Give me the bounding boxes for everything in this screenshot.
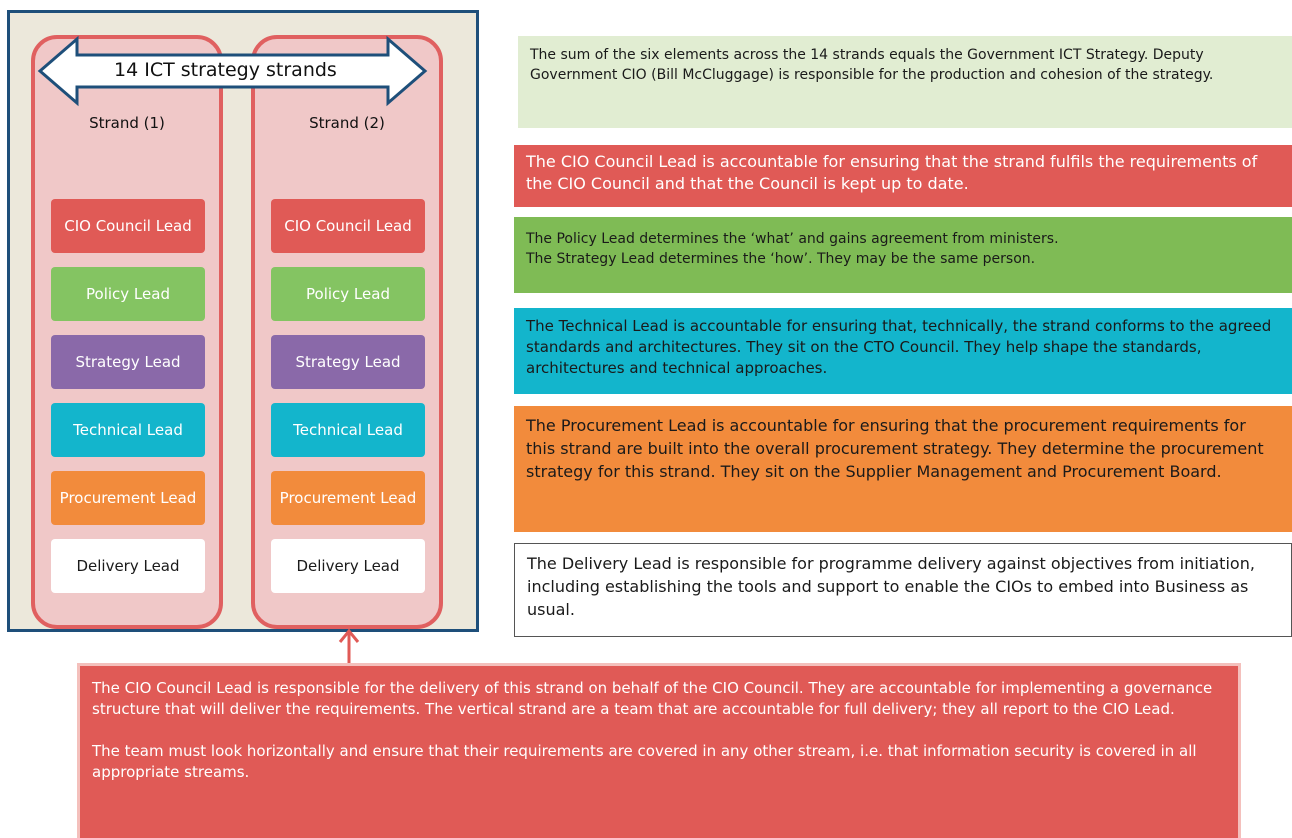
policy-strategy-description: [514, 217, 1292, 293]
strand-2-delivery-lead: Delivery Lead: [271, 539, 425, 593]
strand-2-technical-lead: Technical Lead: [271, 403, 425, 457]
strand-1-technical-lead: Technical Lead: [51, 403, 205, 457]
up-arrow-icon: [336, 628, 362, 668]
cio-council-lead-note: [77, 663, 1241, 838]
note-paragraph-2: The team must look horizontally and ensure that their requirements are covered in any other stream, i.e. that information security is covered in all appropriate streams.: [92, 742, 1197, 781]
procurement-lead-description: The Procurement Lead is accountable for ensuring that the procurement requirements for this strand are built into the overall procurement strategy. They determine the procurement strategy for this strand. They sit on the Supplier Management and Procurement Board.: [514, 406, 1292, 532]
strand-2-strategy-lead: Strategy Lead: [271, 335, 425, 389]
strand-1-title: Strand (1): [89, 114, 165, 132]
strand-2-title: Strand (2): [309, 114, 385, 132]
arrow-label: 14 ICT strategy strands: [114, 59, 337, 81]
policy-line-2: The Strategy Lead determines the ‘how’. They may be the same person.: [526, 251, 1036, 267]
strand-2-policy-lead: Policy Lead: [271, 267, 425, 321]
intro-description: The sum of the six elements across the 14 strands equals the Government ICT Strategy. Deputy Government CIO (Bill McCluggage) is responsible for the production and cohesion of the strategy.: [518, 36, 1292, 128]
strand-1-strategy-lead: Strategy Lead: [51, 335, 205, 389]
strand-1-delivery-lead: Delivery Lead: [51, 539, 205, 593]
strand-1-policy-lead: Policy Lead: [51, 267, 205, 321]
note-paragraph-1: The CIO Council Lead is responsible for the delivery of this strand on behalf of the CIO Council. They are accountable for implementing a governance structure that will deliver the requirements. The vertical strand are a team that are accountable for full delivery; they all report to the CIO Lead.: [92, 679, 1213, 718]
delivery-lead-description: The Delivery Lead is responsible for programme delivery against objectives from initiation, including establishing the tools and support to enable the CIOs to embed into Business as usual.: [514, 543, 1292, 637]
technical-lead-description: The Technical Lead is accountable for ensuring that, technically, the strand conforms to the agreed standards and architectures. They sit on the CTO Council. They help shape the standards, architectures and technical approaches.: [514, 308, 1292, 394]
strand-1-procurement-lead: Procurement Lead: [51, 471, 205, 525]
cio-council-lead-description: The CIO Council Lead is accountable for ensuring that the strand fulfils the requirements of the CIO Council and that the Council is kept up to date.: [514, 145, 1292, 207]
strand-2-cio-council-lead: CIO Council Lead: [271, 199, 425, 253]
strand-2-procurement-lead: Procurement Lead: [271, 471, 425, 525]
strand-1-cio-council-lead: CIO Council Lead: [51, 199, 205, 253]
policy-line-1: The Policy Lead determines the ‘what’ and gains agreement from ministers.: [526, 231, 1059, 247]
strands-diagram-frame: [7, 10, 479, 632]
